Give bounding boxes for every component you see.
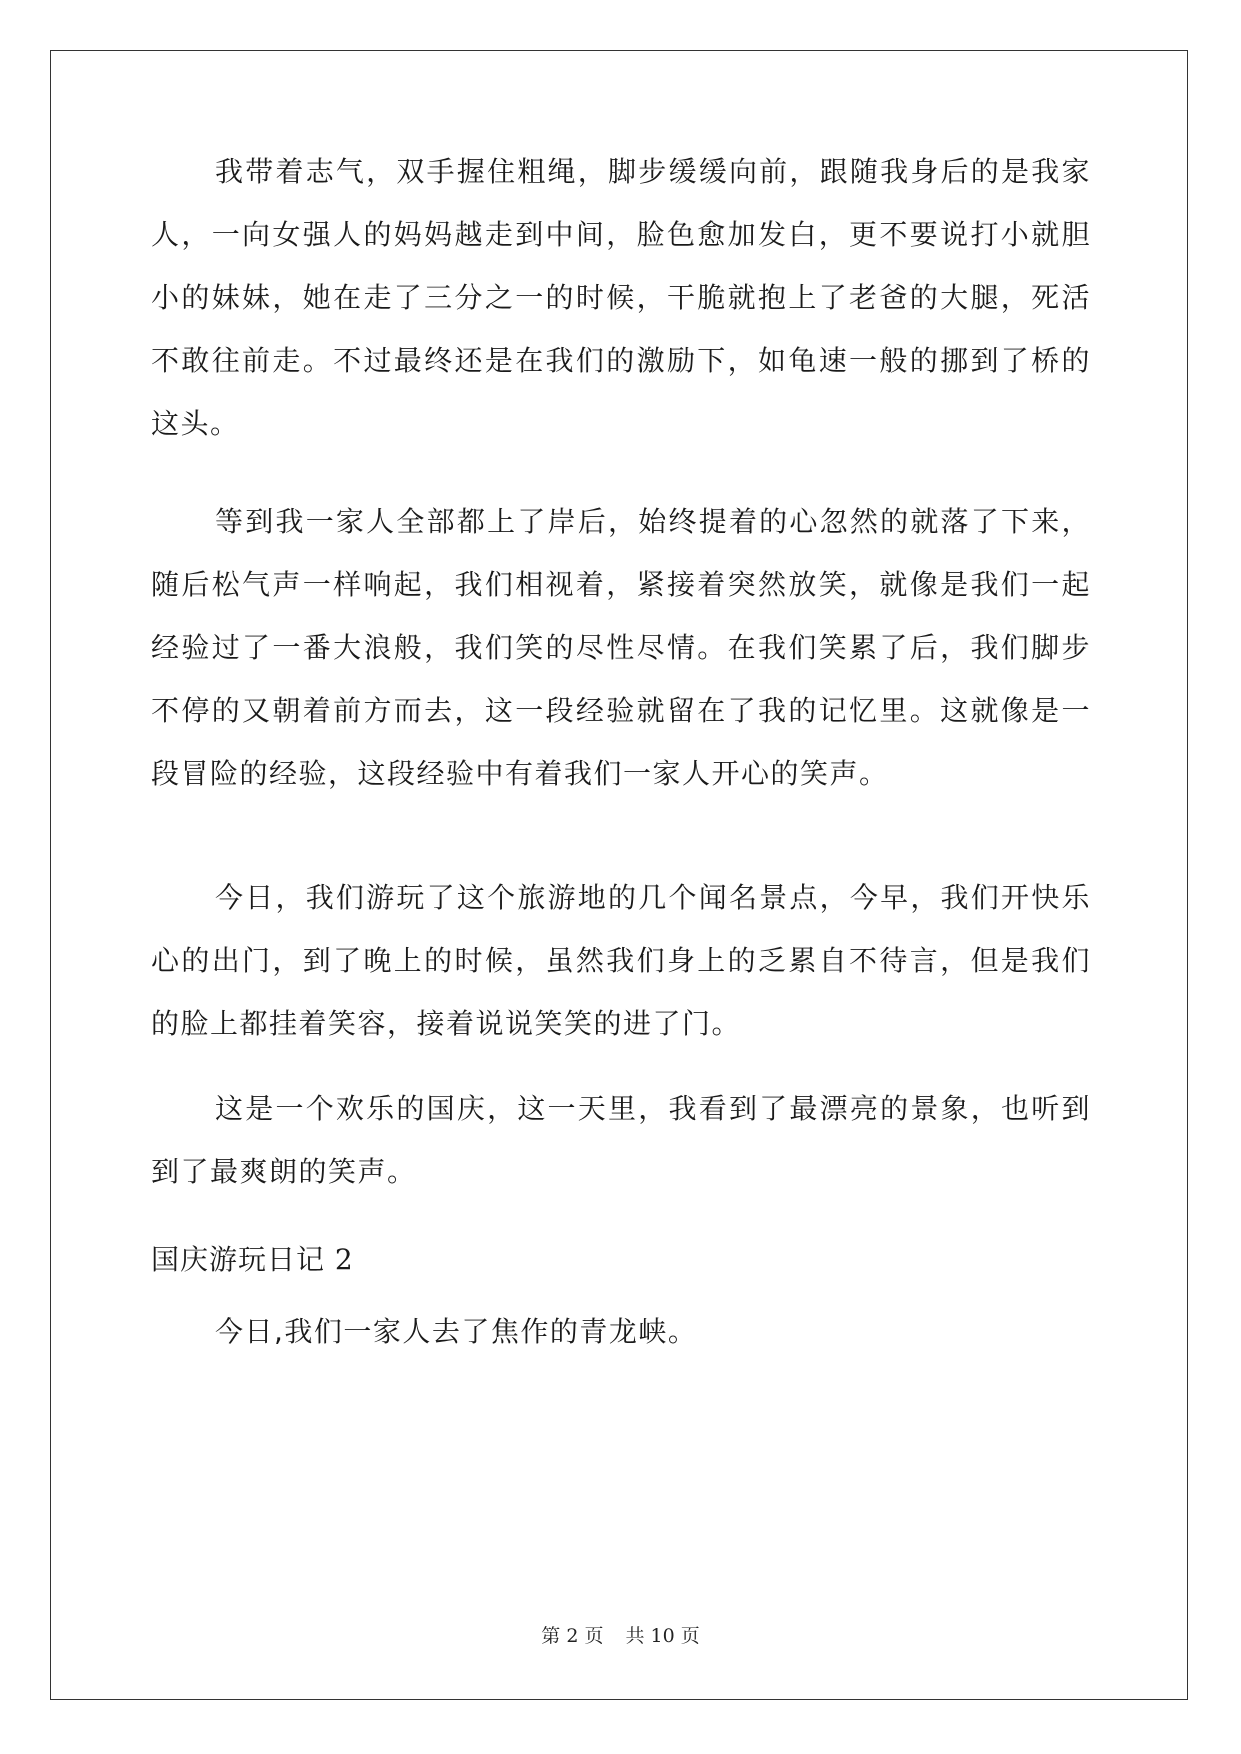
paragraph-4: 这是一个欢乐的国庆，这一天里，我看到了最漂亮的景象，也听到到了最爽朗的笑声。 xyxy=(151,1092,1091,1188)
paragraph-3: 今日，我们游玩了这个旅游地的几个闻名景点，今早，我们开快乐心的出门，到了晚上的时候，虽然我们身上的乏累自不待言，但是我们的脸上都挂着笑容，接着说说笑笑的进了门。 xyxy=(151,881,1091,1040)
section-title: 国庆游玩日记 2 xyxy=(151,1243,354,1276)
page-number: 第 2 页 xyxy=(541,1625,604,1647)
page-total: 共 10 页 xyxy=(625,1625,700,1647)
page-footer xyxy=(0,1621,1241,1648)
paragraph-5: 今日,我们一家人去了焦作的青龙峡。 xyxy=(215,1315,698,1348)
paragraph-1: 我带着志气，双手握住粗绳，脚步缓缓向前，跟随我身后的是我家人，一向女强人的妈妈越走到中间，脸色愈加发白，更不要说打小就胆小的妹妹，她在走了三分之一的时候，干脆就抱上了老爸的大腿，死活不敢往前走。不过最终还是在我们的激励下，如龟速一般的挪到了桥的这头。 xyxy=(151,155,1091,440)
paragraph-2: 等到我一家人全部都上了岸后，始终提着的心忽然的就落了下来，随后松气声一样响起，我们相视着，紧接着突然放笑，就像是我们一起经验过了一番大浪般，我们笑的尽性尽情。在我们笑累了后，我们脚步不停的又朝着前方而去，这一段经验就留在了我的记忆里。这就像是一段冒险的经验，这段经验中有着我们一家人开心的笑声。 xyxy=(151,505,1091,790)
